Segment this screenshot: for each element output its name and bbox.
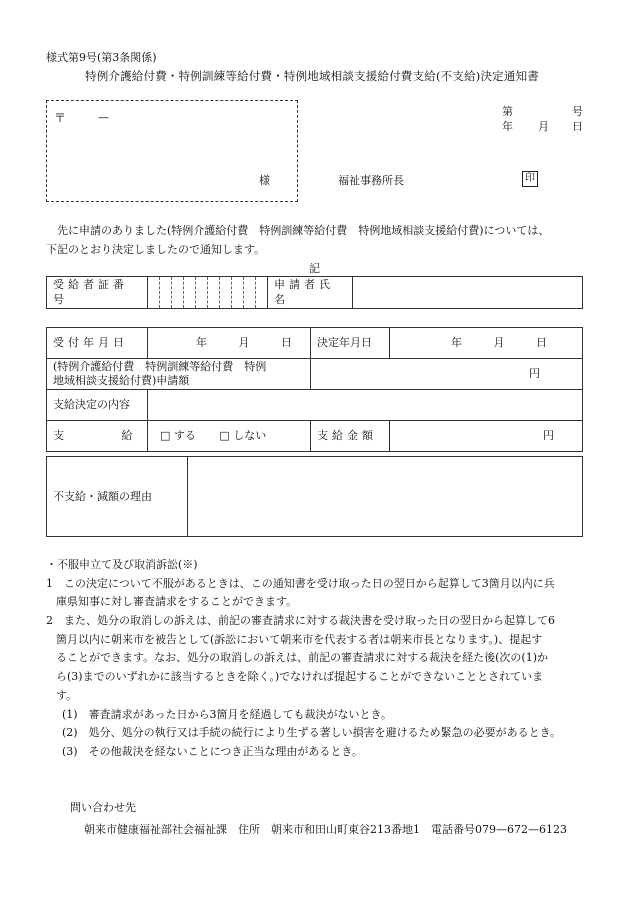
doc-number-prefix: 第: [502, 105, 513, 118]
contact-label: 問い合わせ先: [70, 801, 136, 814]
note-sub-1: (1) 審査請求があった日から3箇月を経過しても裁決がないとき。: [62, 707, 393, 721]
recipient-table: [46, 276, 583, 309]
doc-date-month: 月: [538, 120, 549, 133]
digit-cell[interactable]: [148, 277, 160, 309]
note-2e: す。: [56, 688, 78, 702]
doc-date-year: 年: [502, 120, 513, 133]
note-2d: ら(3)までのいずれかに該当するときを除く。)でなければ提起することができないこととされていま: [56, 670, 544, 684]
reason-label: 不支給・減額の理由: [47, 457, 188, 537]
payment-no-checkbox[interactable]: □ しない: [219, 429, 267, 443]
amount-label: 支給金額: [311, 421, 390, 452]
digit-cell[interactable]: [184, 277, 196, 309]
decision-year: 年: [451, 336, 462, 350]
applied-amount-field[interactable]: [311, 359, 583, 390]
honorific: 様: [259, 174, 270, 187]
note-2c: ることができます。なお、処分の取消しの訴えは、前記の審査請求に対する裁決を経た後(次の(1)か: [56, 651, 548, 665]
decision-content-label: 支給決定の内容: [47, 390, 148, 421]
appeal-notes: [46, 556, 586, 762]
digit-cell[interactable]: [220, 277, 232, 309]
doc-date-day: 日: [572, 120, 583, 133]
postal-mark: 〒: [54, 111, 67, 125]
received-date-label: 受付年月日: [47, 328, 148, 359]
note-sub-2: (2) 処分、処分の執行又は手続の続行により生ずる著しい損害を避けるため緊急の必要があるとき。: [62, 726, 562, 740]
doc-number-suffix: 号: [572, 105, 583, 118]
decision-content-field[interactable]: [148, 390, 583, 421]
note-1a: 1 この決定について不服があるときは、この通知書を受け取った日の翌日から起算して3箇月以内に兵: [46, 576, 555, 590]
ki-marker: 記: [309, 262, 320, 275]
digit-cell[interactable]: [208, 277, 220, 309]
note-sub-3: (3) その他裁決を経ないことにつき正当な理由があるとき。: [62, 744, 363, 758]
decision-month: 月: [493, 336, 505, 350]
note-1b: 庫県知事に対し審査請求をすることができます。: [56, 595, 298, 609]
applicant-name-field[interactable]: [353, 277, 583, 309]
payment-label: [47, 421, 148, 452]
intro-line-1: 先に申請のありました(特例介護給付費 特例訓練等給付費 特例地域相談支援給付費)については、: [57, 224, 550, 237]
intro-line-2: 下記のとおり決定しましたので通知します。: [46, 243, 266, 257]
payment-options: [148, 421, 311, 452]
digit-cell[interactable]: [172, 277, 184, 309]
payment-yes-checkbox[interactable]: □ する: [160, 429, 196, 443]
recipient-no-label: 受給者証番号: [47, 277, 148, 309]
amount-yen: 円: [543, 429, 554, 443]
applied-amount-yen: 円: [529, 367, 540, 381]
received-year: 年: [196, 336, 207, 350]
applied-amount-label-line1: (特例介護給付費 特例訓練等給付費 特例: [53, 359, 267, 373]
seal-mark: 印: [522, 171, 538, 187]
form-number: 様式第9号(第3条関係): [46, 51, 157, 64]
contact-info: 朝来市健康福祉部社会福祉課 住所 朝来市和田山町東谷213番地1 電話番号079—672—6123: [84, 823, 567, 836]
payment-label-1: 支: [53, 429, 64, 443]
note-2a: 2 また、処分の取消しの訴えは、前記の審査請求に対する裁決書を受け取った日の翌日から起算して6: [46, 614, 555, 628]
digit-cell[interactable]: [196, 277, 208, 309]
digit-cell[interactable]: [232, 277, 244, 309]
received-day: 日: [281, 336, 292, 350]
amount-field[interactable]: [390, 421, 583, 452]
decision-date-field[interactable]: [390, 328, 583, 359]
reason-table: [46, 456, 583, 537]
applied-amount-label: [47, 359, 311, 390]
reason-field[interactable]: [188, 457, 583, 537]
applied-amount-label-line2: 地域相談支援給付費)申請額: [53, 374, 190, 387]
applicant-name-label: 申請者氏名: [268, 277, 353, 309]
notes-heading: ・不服申立て及び取消訴訟(※): [46, 558, 198, 571]
decision-day: 日: [536, 336, 547, 350]
document-title: 特例介護給付費・特例訓練等給付費・特例地域相談支援給付費支給(不支給)決定通知書: [85, 69, 539, 83]
received-month: 月: [238, 336, 250, 350]
digit-cell[interactable]: [244, 277, 256, 309]
issuer-title: 福祉事務所長: [338, 174, 404, 187]
digit-cell[interactable]: [256, 277, 268, 309]
decision-table: [46, 327, 583, 452]
received-date-field[interactable]: [148, 328, 311, 359]
intro-text: [46, 221, 586, 260]
digit-cell[interactable]: [160, 277, 172, 309]
note-2b: 箇月以内に朝来市を被告として(訴訟において朝来市を代表する者は朝来市長となります。)、提起す: [56, 632, 543, 646]
postal-dash: —: [98, 111, 109, 124]
decision-date-label: 決定年月日: [311, 328, 390, 359]
payment-label-2: 給: [121, 429, 133, 443]
